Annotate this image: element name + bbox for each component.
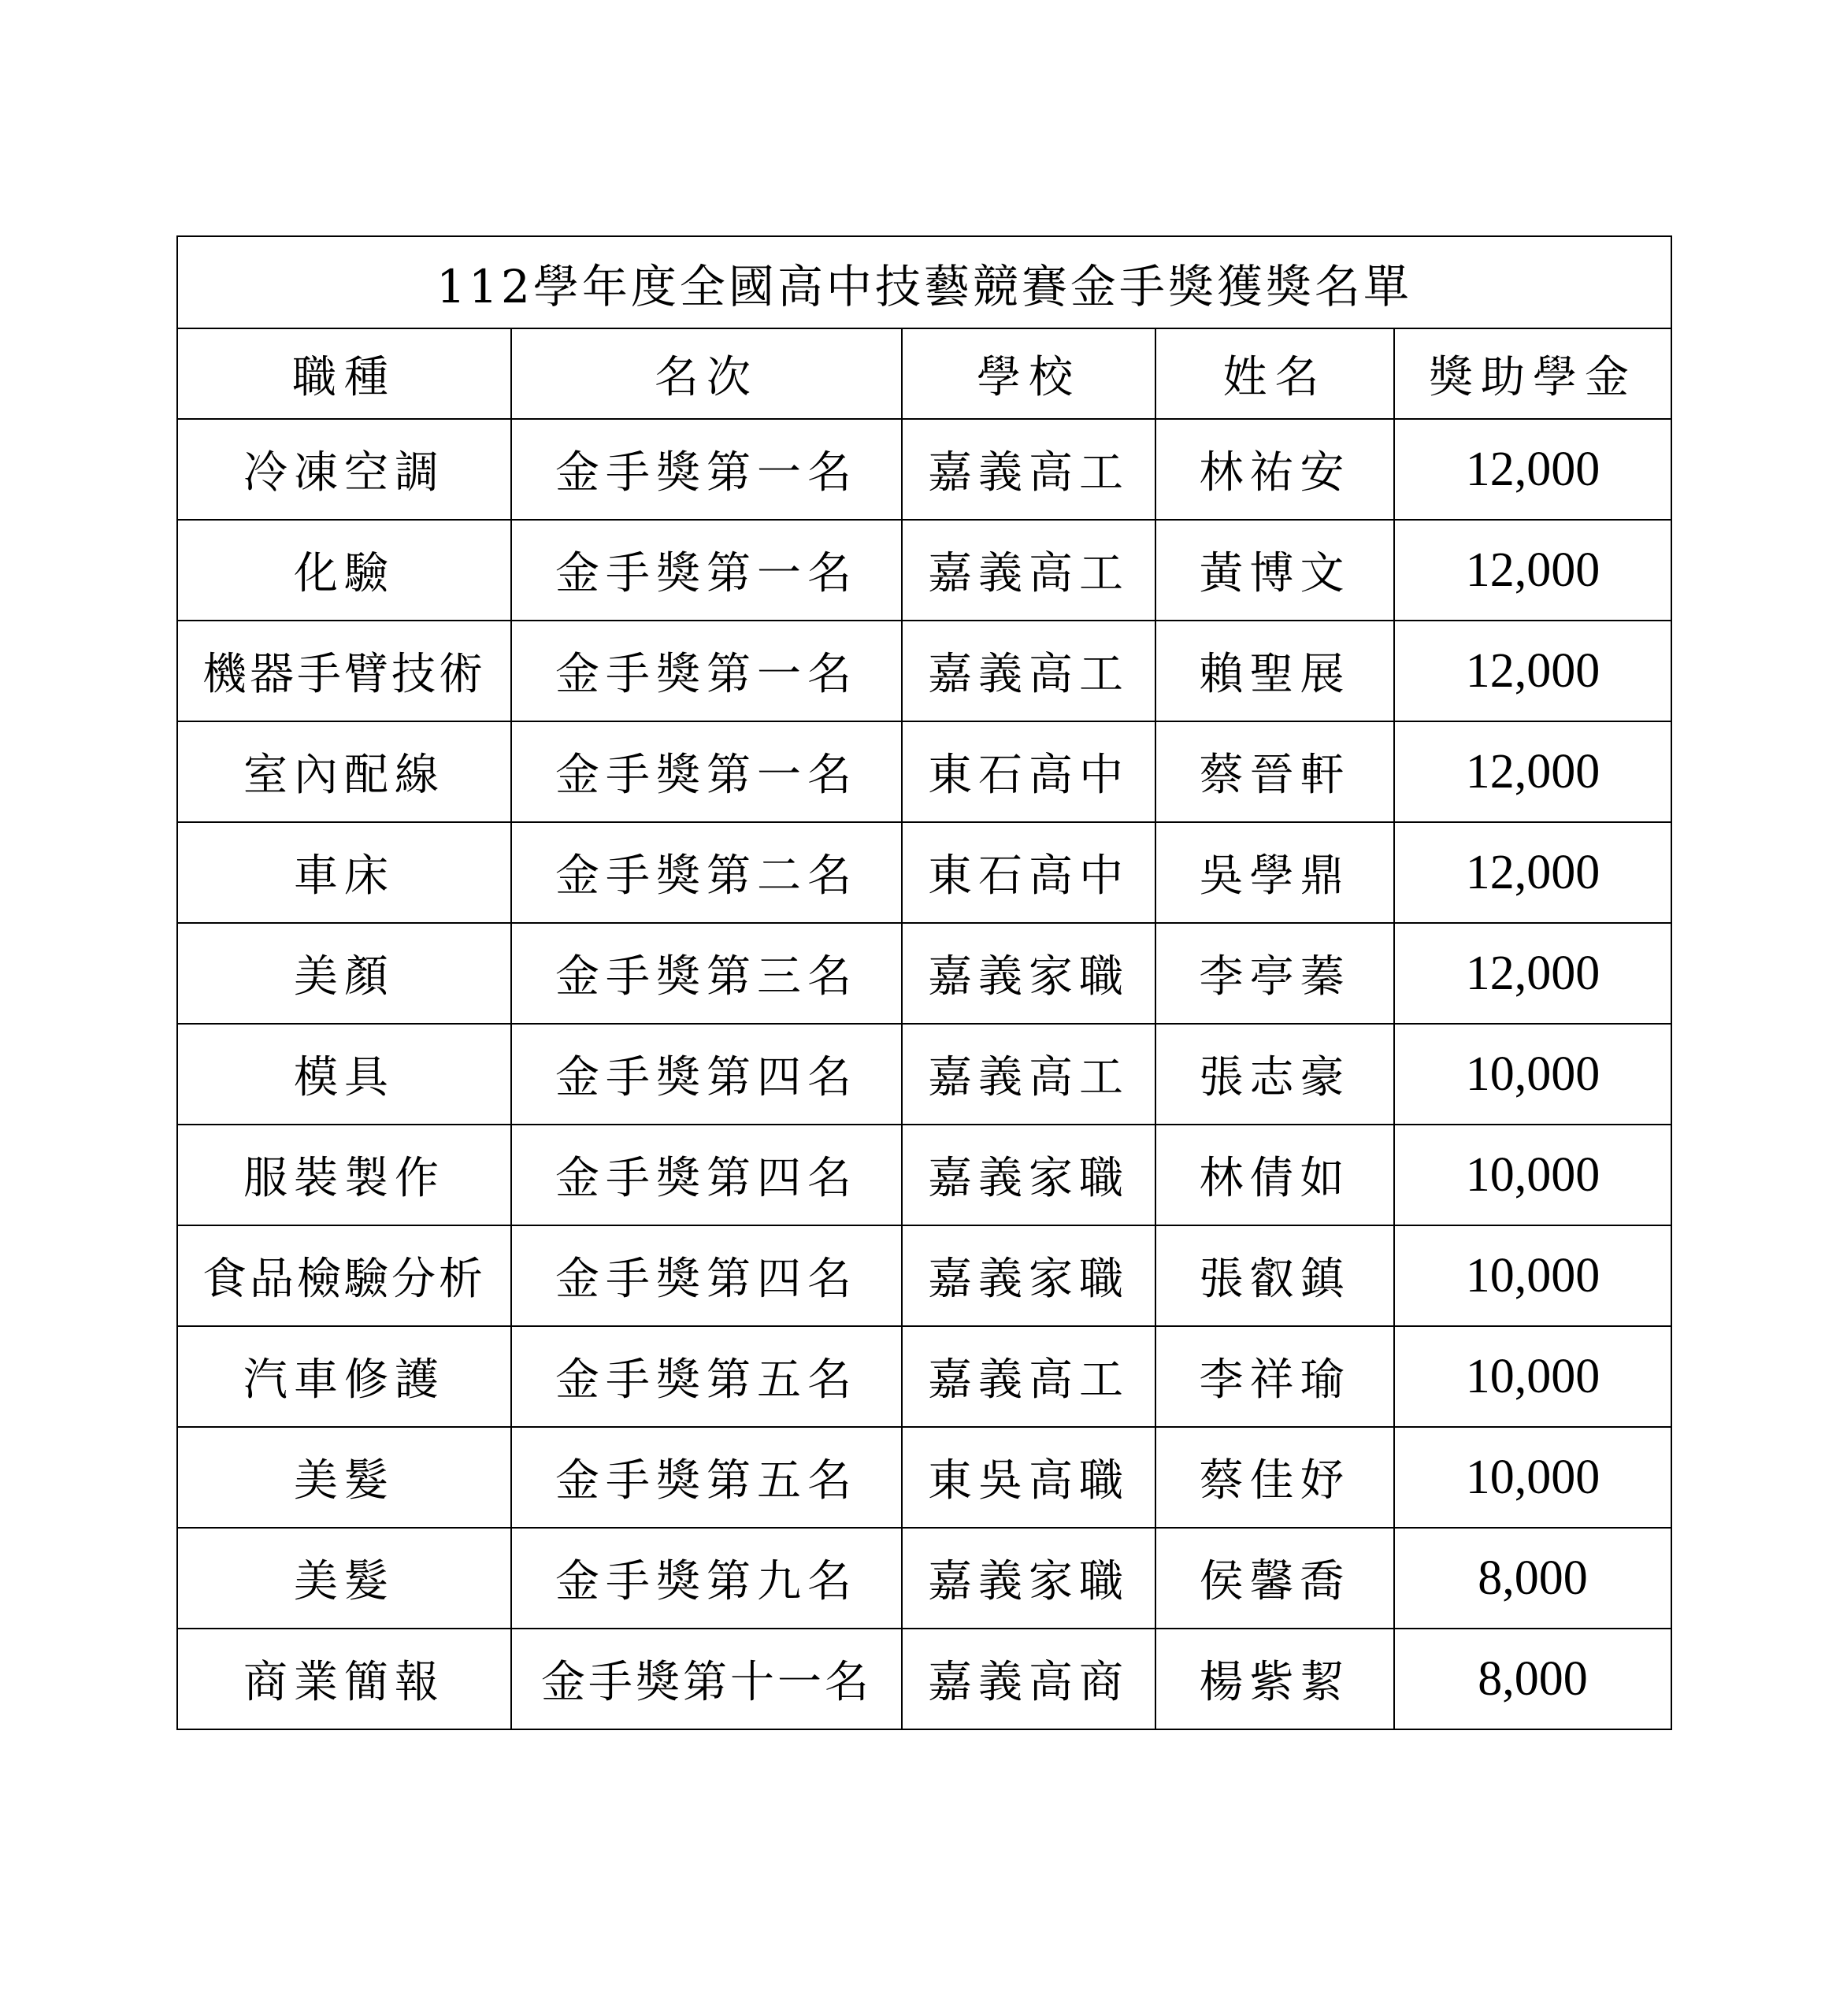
rank-cell: 金手獎第九名 [511, 1528, 902, 1629]
trade-cell: 美顏 [177, 923, 511, 1024]
rank-cell: 金手獎第十一名 [511, 1629, 902, 1729]
table-row [177, 1528, 1671, 1629]
table-row [177, 1024, 1671, 1125]
trade-cell: 模具 [177, 1024, 511, 1125]
school-cell: 嘉義高工 [902, 1326, 1155, 1427]
column-header-name: 姓名 [1155, 328, 1394, 419]
table-row [177, 1225, 1671, 1326]
table-row [177, 520, 1671, 621]
school-cell: 東石高中 [902, 822, 1155, 923]
amount-cell: 12,000 [1394, 621, 1671, 721]
amount-cell: 12,000 [1394, 721, 1671, 822]
school-cell: 嘉義家職 [902, 1528, 1155, 1629]
name-cell: 吳學鼎 [1155, 822, 1394, 923]
amount-cell: 12,000 [1394, 520, 1671, 621]
name-cell: 張叡鎮 [1155, 1225, 1394, 1326]
rank-cell: 金手獎第一名 [511, 721, 902, 822]
table-row [177, 721, 1671, 822]
amount-cell: 12,000 [1394, 419, 1671, 520]
school-cell: 嘉義高工 [902, 520, 1155, 621]
column-header-school: 學校 [902, 328, 1155, 419]
rank-cell: 金手獎第四名 [511, 1125, 902, 1225]
school-cell: 東石高中 [902, 721, 1155, 822]
name-cell: 黃博文 [1155, 520, 1394, 621]
rank-cell: 金手獎第一名 [511, 419, 902, 520]
table-row [177, 822, 1671, 923]
amount-cell: 10,000 [1394, 1326, 1671, 1427]
table-row [177, 1326, 1671, 1427]
rank-cell: 金手獎第一名 [511, 520, 902, 621]
name-cell: 張志豪 [1155, 1024, 1394, 1125]
trade-cell: 汽車修護 [177, 1326, 511, 1427]
trade-cell: 美髮 [177, 1528, 511, 1629]
amount-cell: 10,000 [1394, 1125, 1671, 1225]
name-cell: 侯馨喬 [1155, 1528, 1394, 1629]
name-cell: 蔡佳妤 [1155, 1427, 1394, 1528]
school-cell: 東吳高職 [902, 1427, 1155, 1528]
amount-cell: 8,000 [1394, 1629, 1671, 1729]
amount-cell: 12,000 [1394, 923, 1671, 1024]
rank-cell: 金手獎第四名 [511, 1225, 902, 1326]
table-row [177, 1125, 1671, 1225]
name-cell: 李亭蓁 [1155, 923, 1394, 1024]
name-cell: 賴聖展 [1155, 621, 1394, 721]
school-cell: 嘉義家職 [902, 923, 1155, 1024]
rank-cell: 金手獎第四名 [511, 1024, 902, 1125]
award-table [176, 235, 1672, 1730]
header-row [177, 328, 1671, 419]
trade-cell: 美髮 [177, 1427, 511, 1528]
school-cell: 嘉義家職 [902, 1125, 1155, 1225]
name-cell: 蔡晉軒 [1155, 721, 1394, 822]
amount-cell: 10,000 [1394, 1427, 1671, 1528]
trade-cell: 機器手臂技術 [177, 621, 511, 721]
amount-cell: 10,000 [1394, 1225, 1671, 1326]
rank-cell: 金手獎第三名 [511, 923, 902, 1024]
table-row [177, 923, 1671, 1024]
column-header-trade: 職種 [177, 328, 511, 419]
school-cell: 嘉義高商 [902, 1629, 1155, 1729]
school-cell: 嘉義高工 [902, 419, 1155, 520]
amount-cell: 10,000 [1394, 1024, 1671, 1125]
trade-cell: 室內配線 [177, 721, 511, 822]
name-cell: 林祐安 [1155, 419, 1394, 520]
column-header-rank: 名次 [511, 328, 902, 419]
rank-cell: 金手獎第五名 [511, 1326, 902, 1427]
amount-cell: 8,000 [1394, 1528, 1671, 1629]
rank-cell: 金手獎第五名 [511, 1427, 902, 1528]
trade-cell: 服裝製作 [177, 1125, 511, 1225]
trade-cell: 冷凍空調 [177, 419, 511, 520]
name-cell: 林倩如 [1155, 1125, 1394, 1225]
name-cell: 楊紫絜 [1155, 1629, 1394, 1729]
trade-cell: 車床 [177, 822, 511, 923]
school-cell: 嘉義高工 [902, 621, 1155, 721]
table-title: 112學年度全國高中技藝競賽金手獎獲獎名單 [177, 236, 1671, 328]
table-row [177, 419, 1671, 520]
trade-cell: 化驗 [177, 520, 511, 621]
name-cell: 李祥瑜 [1155, 1326, 1394, 1427]
column-header-amount: 獎助學金 [1394, 328, 1671, 419]
school-cell: 嘉義高工 [902, 1024, 1155, 1125]
school-cell: 嘉義家職 [902, 1225, 1155, 1326]
trade-cell: 商業簡報 [177, 1629, 511, 1729]
rank-cell: 金手獎第二名 [511, 822, 902, 923]
trade-cell: 食品檢驗分析 [177, 1225, 511, 1326]
amount-cell: 12,000 [1394, 822, 1671, 923]
table-row [177, 1427, 1671, 1528]
rank-cell: 金手獎第一名 [511, 621, 902, 721]
table-row [177, 621, 1671, 721]
table-row [177, 1629, 1671, 1729]
